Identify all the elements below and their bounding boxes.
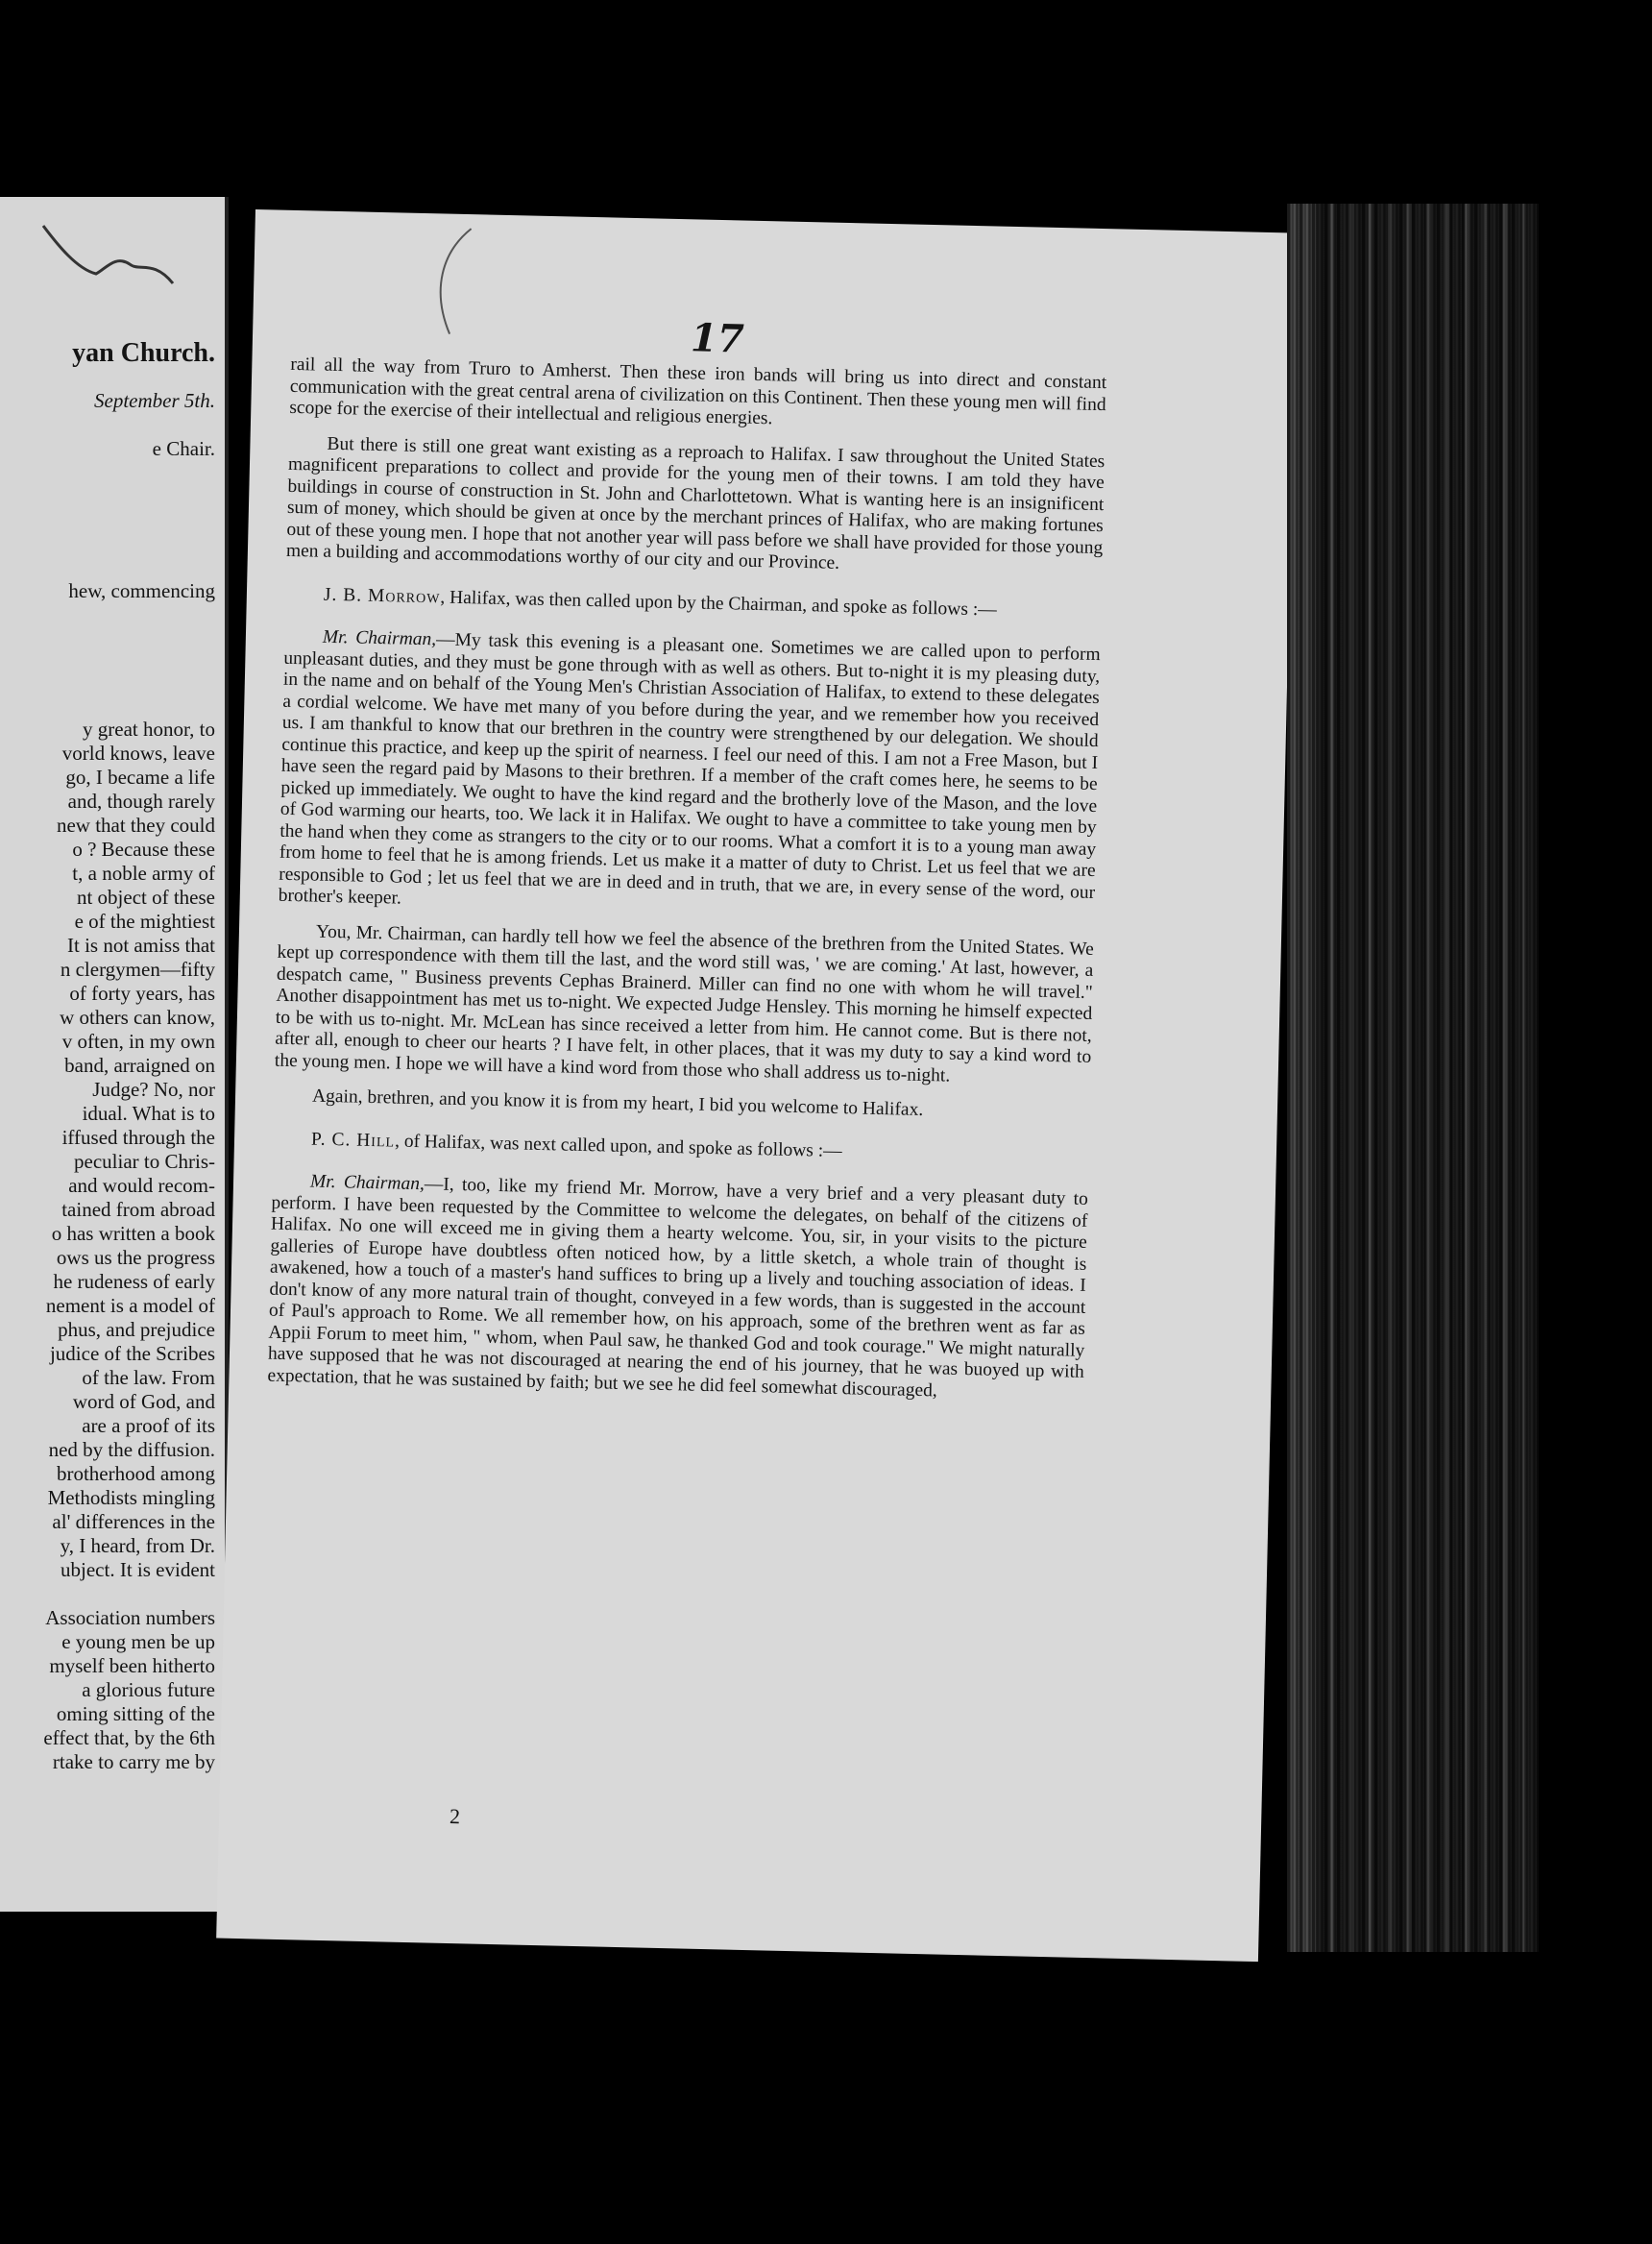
- left-page-line: word of God, and: [72, 1390, 215, 1413]
- left-page-line: o has written a book: [51, 1222, 215, 1245]
- left-page-line: and would recom-: [68, 1174, 215, 1197]
- left-page-line: brotherhood among: [56, 1462, 215, 1485]
- left-page-line: of forty years, has: [69, 982, 215, 1005]
- left-page-line: myself been hitherto: [49, 1654, 215, 1677]
- paragraph: But there is still one great want existing as a reproach to Halifax. I saw throughout the United States magnificent preparations to collect and provide for the young men of their towns. I am told they have buildings in course of construction in St. John and Charlottetown. What is wanting here is an insignificent sum of money, which should be given at once by the merchant princes of Halifax, who are making fortunes out of these young men. I hope that not another year will pass before we shall have provided for those young men a building and accommodations worthy of our city and our Province.: [285, 433, 1105, 573]
- page-number: 17: [690, 315, 745, 362]
- left-page-line: v often, in my own: [61, 1030, 215, 1053]
- left-page-line: idual. What is to: [82, 1102, 215, 1125]
- pencil-curve-mark: [416, 223, 476, 339]
- signature-mark: 2: [449, 1804, 461, 1829]
- left-page-line: go, I became a life: [65, 766, 215, 789]
- left-page-line: rtake to carry me by: [52, 1750, 215, 1773]
- speech-text: —My task this evening is a pleasant one. Sometimes we are called upon to perform unpleasant duties, and they must be gone through with as well as others. But to-night it is my pleasing duty, in the name and on behalf of the Young Men's Christian Association of Halifax, to extend to these delegates a cordial welcome. We have met many of you before during the year, and we remember how you received us. I am thankful to know that our brethren in the country were strengthened by our delegation. We should continue this practice, and keep up the spirit of nearness. I feel our need of this. I am not a Free Mason, but I have seen the regard paid by Masons to their brethren. If a member of the craft comes here, he seems to be picked up immediately. We ought to have the kind regard and the brotherly love of the Mason, and the love of God warming our hearts, too. We lack it in Halifax. We ought to have a committee to take young men by the hand when they come as strangers to the city or to our rooms. What a comfort it is to a young man away from home to feel that he is among friends. Let us make it a matter of duty to Christ. Let us feel that we are responsible to God ; let us feel that we are in deed and in truth, that we are, in every sense of the word, our brother's keeper.: [278, 629, 1101, 909]
- salutation: Mr. Chairman,: [309, 1171, 425, 1195]
- left-page-line: ned by the diffusion.: [48, 1438, 215, 1461]
- paragraph: Again, brethren, and you know it is from my heart, I bid you welcome to Halifax.: [311, 1085, 924, 1121]
- left-page-line: iffused through the: [61, 1126, 215, 1149]
- left-page-line: al' differences in the: [52, 1510, 215, 1533]
- speaker-intro-text: , of Halifax, was next called upon, and spoke as follows :—: [394, 1131, 842, 1161]
- left-page-line: y, I heard, from Dr.: [60, 1534, 215, 1557]
- left-page-line: Methodists mingling: [47, 1486, 215, 1509]
- left-page-line: a glorious future: [82, 1678, 215, 1701]
- salutation: Mr. Chairman,: [322, 626, 437, 650]
- left-page-line: ubject. It is evident: [61, 1558, 215, 1581]
- left-page-line: t, a noble army of: [72, 862, 215, 885]
- pen-scribble-mark: [38, 216, 182, 303]
- speaker-intro-text: , Halifax, was then called upon by the Chairman, and spoke as follows :—: [440, 586, 997, 621]
- left-page-line: phus, and prejudice: [58, 1318, 215, 1341]
- left-page-line: e young men be up: [61, 1630, 215, 1653]
- left-page-line: tained from abroad: [61, 1198, 215, 1221]
- speech-paragraph: [267, 1171, 1088, 1405]
- left-page-fragment: [0, 197, 229, 1912]
- left-page-line: nt object of these: [76, 886, 215, 909]
- book-page-edges-shading: [1316, 204, 1539, 1952]
- paragraph: You, Mr. Chairman, can hardly tell how we feel the absence of the brethren from the United States. We kept up correspondence with them till the last, and the word still was, ' we are coming.' At last, however, a despatch came, " Business prevents Cephas Brainerd. Miller can find no one with whom he will travel." Another disappointment has met us to-night. We expected Judge Hensley. This morning he himself expected to be with us to-night. Mr. McLean has since received a letter from him. He cannot come. But is there not, after all, enough to cheer our hearts ? I have felt, in other places, that it was my duty to say a kind word to the young men. I hope we will have a kind word from those who shall address us to-night.: [274, 921, 1094, 1086]
- speech-text: —I, too, like my friend Mr. Morrow, have a very brief and a very pleasant duty to perform. I have been requested by the Committee to welcome the delegates, on behalf of the citizens of Halifax. No one will exceed me in giving them a hearty welcome. You, sir, in your visits to the picture galleries of Europe have doubtless often noticed how, by a little sketch, a whole train of thought is awakened, how a touch of a master's hand suffices to bring up a lively and touching association of ideas. I don't know of any more natural train of thought, conveyed in a few words, than is suggested in the account of Paul's approach to Rome. We all remember how, on his approach, some of the brethren went as far as Appii Forum to meet him, " whom, when Paul saw, he thanked God and took courage." We might naturally have supposed that he was not discouraged at nearing the end of his journey, that he was buoyed up with expectation, that he was sustained by faith; but we see he did feel somewhat discouraged,: [267, 1174, 1089, 1401]
- left-page-line: ows us the progress: [56, 1246, 215, 1269]
- left-page-line: new that they could: [56, 814, 215, 837]
- left-page-line: e of the mightiest: [74, 910, 215, 933]
- left-page-line: peculiar to Chris-: [74, 1150, 215, 1173]
- left-page-line: oming sitting of the: [56, 1702, 215, 1725]
- left-page-line: Association numbers: [45, 1606, 215, 1629]
- left-page-line: are a proof of its: [82, 1414, 215, 1437]
- left-page-line: September 5th.: [94, 389, 215, 412]
- left-page-line: w others can know,: [60, 1006, 215, 1029]
- left-page-line: yan Church.: [72, 338, 215, 368]
- left-page-line: judice of the Scribes: [49, 1342, 215, 1365]
- left-page-line: hew, commencing: [68, 579, 215, 602]
- left-page-line: n clergymen—fifty: [60, 958, 215, 981]
- speaker-name: J. B. Morrow: [323, 584, 441, 607]
- left-page-line: band, arraigned on: [64, 1054, 215, 1077]
- left-page-line: e Chair.: [152, 437, 215, 460]
- speech-paragraph: [279, 626, 1101, 926]
- left-page-line: nement is a model of: [45, 1294, 215, 1317]
- left-page-line: It is not amiss that: [67, 934, 215, 957]
- speaker-introduction: [273, 1128, 1089, 1168]
- left-page-line: vorld knows, leave: [61, 742, 215, 765]
- left-page-line: effect that, by the 6th: [43, 1726, 215, 1749]
- main-page: [216, 209, 1298, 1962]
- left-page-line: y great honor, to: [83, 718, 215, 741]
- left-page-line: Judge? No, nor: [92, 1078, 215, 1101]
- left-page-line: and, though rarely: [67, 790, 215, 813]
- speaker-name: P. C. Hill: [310, 1129, 396, 1152]
- speaker-introduction: [285, 583, 1102, 623]
- left-page-line: he rudeness of early: [53, 1270, 215, 1293]
- book-page-edges: [1287, 204, 1539, 1952]
- left-page-line: o ? Because these: [72, 838, 215, 861]
- page-body: [267, 354, 1106, 1419]
- left-page-line: of the law. From: [82, 1366, 215, 1389]
- paragraph-continuation: rail all the way from Truro to Amherst. Then these iron bands will bring us into direct and constant communication with the great central arena of civilization on this Continent. Then these young men will find scope for the exercise of their intellectual and religious energies.: [289, 354, 1107, 429]
